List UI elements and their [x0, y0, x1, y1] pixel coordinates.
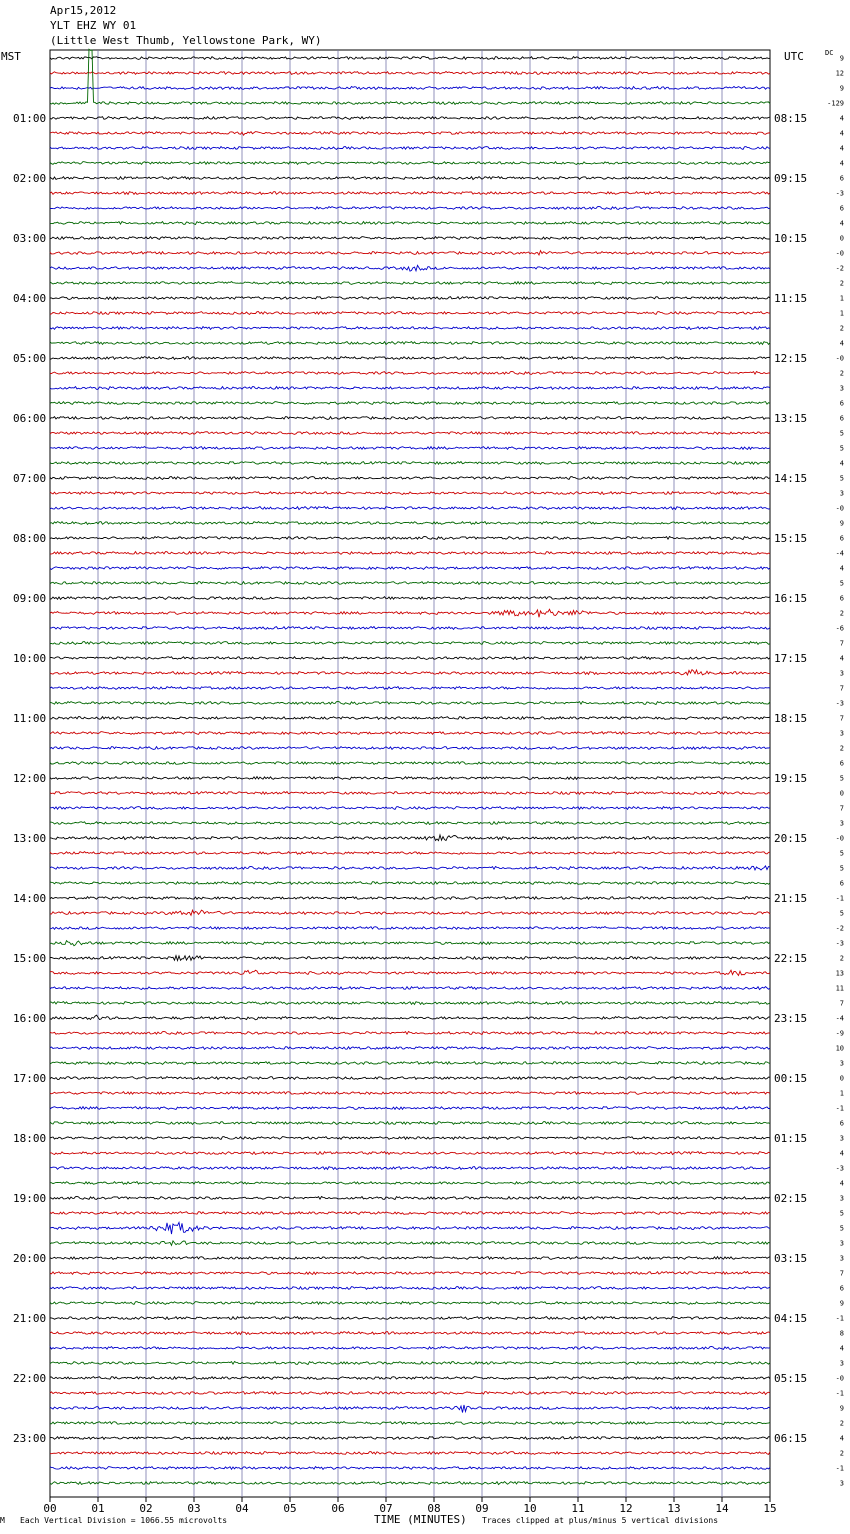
dc-offset-label: 8: [839, 1329, 844, 1338]
x-tick-label: 06: [331, 1502, 345, 1515]
dc-offset-label: 5: [839, 579, 844, 588]
dc-offset-label: 6: [839, 204, 844, 213]
right-hour-label: 05:15: [774, 1372, 808, 1385]
dc-offset-label: 5: [839, 444, 844, 453]
dc-offset-label: -2: [835, 264, 844, 273]
seismic-trace: [50, 670, 770, 675]
dc-offset-label: 5: [839, 474, 844, 483]
seismic-trace: [50, 1347, 770, 1350]
seismic-trace: [50, 642, 770, 645]
right-hour-label: 06:15: [774, 1432, 808, 1445]
dc-offset-label: -1: [835, 1464, 844, 1473]
seismic-trace: [50, 1182, 770, 1185]
dc-offset-label: 3: [839, 1359, 844, 1368]
dc-offset-label: 7: [839, 714, 844, 723]
left-hour-label: 08:00: [13, 532, 47, 545]
seismic-trace: [50, 417, 770, 420]
seismic-trace: [50, 192, 770, 195]
dc-offset-label: 6: [839, 759, 844, 768]
dc-offset-label: 6: [839, 879, 844, 888]
dc-offset-label: -1: [835, 1389, 844, 1398]
seismic-trace: [50, 1047, 770, 1050]
seismic-trace: [50, 852, 770, 855]
seismic-trace: [50, 327, 770, 330]
left-hour-label: 09:00: [13, 592, 47, 605]
seismic-trace: [50, 147, 770, 150]
dc-offset-label: -1: [835, 894, 844, 903]
dc-offset-label: 3: [839, 819, 844, 828]
dc-offset-label: 6: [839, 174, 844, 183]
seismic-trace: [50, 941, 770, 946]
left-hour-label: 02:00: [13, 172, 47, 185]
x-tick-label: 04: [235, 1502, 249, 1515]
dc-offset-label: 0: [839, 234, 844, 243]
dc-offset-label: 9: [839, 1299, 844, 1308]
x-tick-label: 01: [91, 1502, 105, 1515]
seismic-trace: [50, 87, 770, 90]
seismic-trace: [50, 762, 770, 765]
station-location: (Little West Thumb, Yellowstone Park, WY): [50, 34, 322, 47]
dc-offset-label: -6: [835, 624, 844, 633]
seismic-trace: [50, 1317, 770, 1320]
right-hour-label: 01:15: [774, 1132, 808, 1145]
seismic-trace: [50, 1107, 770, 1110]
seismic-trace: [50, 777, 770, 780]
seismic-trace: [50, 265, 770, 271]
logo-mark: M: [0, 1516, 5, 1525]
dc-offset-label: 6: [839, 534, 844, 543]
dc-offset-label: 3: [839, 1254, 844, 1263]
seismic-trace: [50, 1467, 770, 1470]
seismic-trace: [50, 297, 770, 300]
dc-offset-label: 1: [839, 1089, 844, 1098]
seismic-trace: [50, 1452, 770, 1455]
dc-offset-label: 1: [839, 309, 844, 318]
seismic-trace: [50, 237, 770, 240]
seismic-trace: [50, 342, 770, 345]
seismic-trace: [50, 807, 770, 810]
left-hour-label: 04:00: [13, 292, 47, 305]
left-hour-label: 19:00: [13, 1192, 47, 1205]
right-hour-label: 00:15: [774, 1072, 808, 1085]
dc-offset-label: 11: [835, 984, 844, 993]
dc-offset-label: 0: [839, 789, 844, 798]
dc-offset-label: 4: [839, 339, 844, 348]
dc-offset-label: 5: [839, 1224, 844, 1233]
dc-offset-label: 2: [839, 744, 844, 753]
left-hour-label: 03:00: [13, 232, 47, 245]
x-tick-label: 13: [667, 1502, 681, 1515]
left-hour-label: 18:00: [13, 1132, 47, 1145]
dc-offset-label: 4: [839, 564, 844, 573]
dc-offset-label: 9: [839, 54, 844, 63]
dc-offset-label: 2: [839, 609, 844, 618]
left-timezone-label: MST: [1, 50, 21, 63]
dc-offset-label: -0: [835, 834, 844, 843]
dc-offset-label: 9: [839, 519, 844, 528]
seismic-trace: [50, 357, 770, 360]
seismic-trace: [50, 927, 770, 930]
dc-offset-label: 4: [839, 219, 844, 228]
left-hour-label: 05:00: [13, 352, 47, 365]
dc-offset-label: 4: [839, 654, 844, 663]
dc-offset-label: 5: [839, 429, 844, 438]
vertical-scale-note: Each Vertical Division = 1066.55 microvolts: [20, 1516, 228, 1525]
right-hour-label: 19:15: [774, 772, 808, 785]
seismic-trace: [50, 1482, 770, 1485]
seismic-trace: [50, 117, 770, 120]
seismic-trace: [50, 702, 770, 705]
seismic-trace: [50, 507, 770, 510]
right-timezone-label: UTC: [784, 50, 804, 63]
seismic-trace: [50, 882, 770, 885]
clip-note: Traces clipped at plus/minus 5 vertical divisions: [482, 1516, 719, 1525]
right-hour-label: 10:15: [774, 232, 808, 245]
left-hour-label: 14:00: [13, 892, 47, 905]
seismic-trace: [50, 1257, 770, 1260]
seismic-trace: [50, 1197, 770, 1200]
x-tick-label: 05: [283, 1502, 297, 1515]
dc-offset-label: 3: [839, 489, 844, 498]
dc-offset-label: 6: [839, 1119, 844, 1128]
left-hour-label: 17:00: [13, 1072, 47, 1085]
x-tick-label: 08: [427, 1502, 441, 1515]
right-hour-label: 11:15: [774, 292, 808, 305]
seismic-trace: [50, 1272, 770, 1275]
seismic-trace: [50, 282, 770, 285]
dc-offset-label: 7: [839, 639, 844, 648]
seismic-trace: [50, 687, 770, 690]
seismic-trace: [50, 1377, 770, 1380]
dc-offset-label: -3: [835, 1164, 844, 1173]
dc-offset-label: 4: [839, 459, 844, 468]
left-hour-label: 16:00: [13, 1012, 47, 1025]
dc-offset-label: 4: [839, 129, 844, 138]
dc-offset-label: 3: [839, 384, 844, 393]
dc-offset-label: 7: [839, 804, 844, 813]
seismic-trace: [50, 462, 770, 465]
dc-offset-label: -9: [835, 1029, 844, 1038]
dc-offset-label: 3: [839, 1059, 844, 1068]
seismic-trace: [50, 312, 770, 315]
right-hour-label: 12:15: [774, 352, 808, 365]
dc-offset-label: -3: [835, 189, 844, 198]
seismic-trace: [50, 866, 770, 870]
seismic-trace: [50, 1302, 770, 1305]
dc-offset-label: 3: [839, 1239, 844, 1248]
seismic-trace: [50, 1032, 770, 1035]
dc-offset-label: 4: [839, 1179, 844, 1188]
right-hour-label: 23:15: [774, 1012, 808, 1025]
seismic-trace: [50, 987, 770, 990]
dc-offset-label: 4: [839, 114, 844, 123]
seismic-trace: [50, 372, 770, 375]
dc-offset-label: 7: [839, 1269, 844, 1278]
dc-offset-label: 0: [839, 1074, 844, 1083]
dc-offset-label: 4: [839, 1149, 844, 1158]
seismic-trace: [50, 582, 770, 585]
seismic-trace: [50, 567, 770, 570]
dc-offset-label: -3: [835, 939, 844, 948]
dc-offset-label: 3: [839, 1479, 844, 1488]
seismic-trace: [50, 1422, 770, 1425]
dc-offset-label: 2: [839, 1419, 844, 1428]
seismic-trace: [50, 732, 770, 735]
dc-offset-label: 5: [839, 909, 844, 918]
dc-offset-label: -0: [835, 504, 844, 513]
dc-offset-label: 6: [839, 399, 844, 408]
seismic-trace: [50, 477, 770, 480]
dc-offset-label: 1: [839, 294, 844, 303]
dc-offset-label: 2: [839, 1449, 844, 1458]
seismic-trace: [50, 822, 770, 825]
left-hour-label: 20:00: [13, 1252, 47, 1265]
dc-offset-label: 5: [839, 849, 844, 858]
dc-offset-label: 9: [839, 1404, 844, 1413]
seismic-trace: [50, 162, 770, 165]
dc-offset-label: 2: [839, 324, 844, 333]
dc-offset-label: 4: [839, 1344, 844, 1353]
seismic-trace: [50, 72, 770, 75]
seismic-trace: [50, 57, 770, 60]
dc-offset-label: 10: [835, 1044, 844, 1053]
dc-offset-label: 4: [839, 144, 844, 153]
seismic-trace: [50, 1002, 770, 1005]
x-axis-title: TIME (MINUTES): [374, 1513, 467, 1526]
seismic-trace: [50, 1077, 770, 1080]
seismic-trace: [50, 1092, 770, 1095]
dc-offset-label: -4: [835, 1014, 844, 1023]
x-tick-label: 11: [571, 1502, 585, 1515]
seismic-trace: [50, 1222, 770, 1234]
left-hour-label: 01:00: [13, 112, 47, 125]
seismic-trace: [50, 1137, 770, 1140]
x-tick-label: 09: [475, 1502, 489, 1515]
dc-offset-label: 6: [839, 414, 844, 423]
seismic-trace: [50, 432, 770, 435]
seismic-trace: [50, 1392, 770, 1395]
right-hour-label: 04:15: [774, 1312, 808, 1325]
seismic-trace: [50, 609, 770, 617]
dc-offset-label: 5: [839, 1209, 844, 1218]
x-tick-label: 03: [187, 1502, 201, 1515]
dc-offset-label: 2: [839, 279, 844, 288]
seismic-trace: [50, 717, 770, 720]
left-hour-label: 10:00: [13, 652, 47, 665]
dc-offset-label: -4: [835, 549, 844, 558]
dc-offset-label: -0: [835, 354, 844, 363]
seismic-trace: [50, 657, 770, 660]
station-code: YLT EHZ WY 01: [50, 19, 137, 32]
dc-offset-label: 2: [839, 954, 844, 963]
dc-offset-label: -1: [835, 1314, 844, 1323]
seismic-trace: [50, 627, 770, 630]
x-tick-label: 00: [43, 1502, 57, 1515]
seismic-trace: [50, 1362, 770, 1365]
right-hour-label: 22:15: [774, 952, 808, 965]
dc-offset-label: 6: [839, 1284, 844, 1293]
right-hour-label: 08:15: [774, 112, 808, 125]
left-hour-label: 23:00: [13, 1432, 47, 1445]
left-hour-label: 22:00: [13, 1372, 47, 1385]
seismic-trace: [50, 1287, 770, 1290]
seismic-trace: [50, 222, 770, 225]
left-hour-label: 11:00: [13, 712, 47, 725]
dc-offset-label: 7: [839, 684, 844, 693]
plot-date: Apr15,2012: [50, 4, 117, 17]
dc-offset-label: 5: [839, 774, 844, 783]
right-hour-label: 16:15: [774, 592, 808, 605]
seismic-trace: [50, 910, 770, 915]
dc-offset-label: 3: [839, 1134, 844, 1143]
seismic-trace: [50, 1015, 770, 1020]
dc-offset-label: -1: [835, 1104, 844, 1113]
seismic-trace: [50, 447, 770, 450]
left-hour-label: 06:00: [13, 412, 47, 425]
right-hour-label: 14:15: [774, 472, 808, 485]
dc-offset-label: -0: [835, 1374, 844, 1383]
seismic-trace: [50, 132, 770, 136]
right-hour-label: 15:15: [774, 532, 808, 545]
seismic-trace: [50, 1332, 770, 1335]
right-hour-label: 21:15: [774, 892, 808, 905]
seismic-trace: [50, 1152, 770, 1155]
dc-offset-label: 2: [839, 369, 844, 378]
right-hour-label: 13:15: [774, 412, 808, 425]
x-tick-label: 07: [379, 1502, 393, 1515]
right-hour-label: 09:15: [774, 172, 808, 185]
left-hour-label: 12:00: [13, 772, 47, 785]
seismic-trace: [50, 1167, 770, 1170]
left-hour-label: 07:00: [13, 472, 47, 485]
dc-offset-label: -0: [835, 249, 844, 258]
seismic-trace: [50, 792, 770, 795]
seismic-trace: [50, 1437, 770, 1440]
seismic-trace: [50, 1122, 770, 1125]
dc-offset-label: 13: [835, 969, 844, 978]
dc-offset-label: 4: [839, 159, 844, 168]
right-hour-label: 18:15: [774, 712, 808, 725]
seismic-trace: [50, 552, 770, 555]
dc-offset-label: -3: [835, 699, 844, 708]
seismic-trace: [50, 956, 770, 961]
seismic-trace: [50, 1241, 770, 1246]
dc-offset-label: 7: [839, 999, 844, 1008]
x-tick-label: 10: [523, 1502, 537, 1515]
right-hour-label: 20:15: [774, 832, 808, 845]
seismic-trace: [50, 1062, 770, 1065]
x-tick-label: 02: [139, 1502, 153, 1515]
dc-offset-label: 9: [839, 84, 844, 93]
x-tick-label: 15: [763, 1502, 777, 1515]
dc-offset-label: 3: [839, 1194, 844, 1203]
seismic-trace: [50, 207, 770, 210]
dc-offset-label: 3: [839, 669, 844, 678]
dc-offset-label: 12: [835, 69, 844, 78]
seismic-trace: [50, 537, 770, 540]
dc-offset-label: 4: [839, 1434, 844, 1443]
seismic-trace: [50, 1405, 770, 1413]
right-hour-label: 03:15: [774, 1252, 808, 1265]
left-hour-label: 15:00: [13, 952, 47, 965]
dc-offset-label: -129: [827, 99, 844, 108]
seismic-trace: [50, 970, 770, 975]
seismic-trace: [50, 597, 770, 600]
seismic-trace: [50, 402, 770, 405]
x-tick-label: 14: [715, 1502, 729, 1515]
left-hour-label: 13:00: [13, 832, 47, 845]
right-hour-label: 17:15: [774, 652, 808, 665]
seismic-trace: [50, 387, 770, 390]
seismic-trace: [50, 492, 770, 495]
dc-offset-label: -2: [835, 924, 844, 933]
seismic-trace: [50, 1212, 770, 1215]
left-hour-label: 21:00: [13, 1312, 47, 1325]
dc-offset-label: 3: [839, 729, 844, 738]
seismic-trace: [50, 522, 770, 525]
dc-column-label: DC: [825, 49, 834, 57]
dc-offset-label: 5: [839, 864, 844, 873]
seismic-trace: [50, 835, 770, 841]
seismic-trace: [50, 251, 770, 255]
x-tick-label: 12: [619, 1502, 633, 1515]
seismic-trace: [50, 177, 770, 180]
right-hour-label: 02:15: [774, 1192, 808, 1205]
dc-offset-label: 6: [839, 594, 844, 603]
seismic-trace: [50, 897, 770, 900]
seismic-trace: [50, 747, 770, 750]
